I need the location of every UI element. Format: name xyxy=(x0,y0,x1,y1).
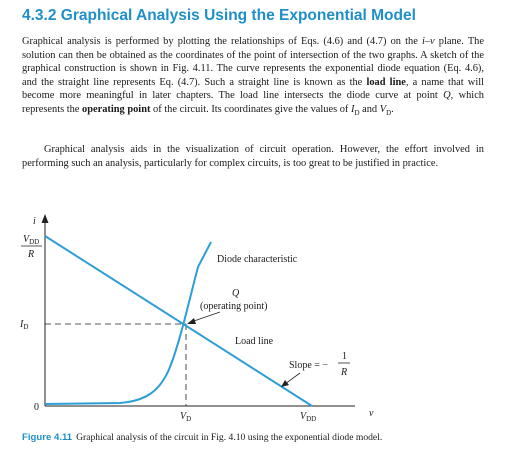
operating-point-arrow xyxy=(191,312,220,322)
id-label: $I_D$ xyxy=(20,319,29,331)
vdd-over-r-numerator: $V_{DD}$ xyxy=(23,234,40,246)
vd-label: $V_D$ xyxy=(180,411,192,423)
origin-label: 0 xyxy=(34,402,39,413)
slope-denominator: R xyxy=(341,367,348,378)
term-operating-point: operating point xyxy=(82,103,151,115)
load-line-label: Load line xyxy=(235,336,274,347)
x-axis-label: v xyxy=(369,408,374,419)
q-label: Q xyxy=(232,288,240,299)
slope-label: Slope = − xyxy=(289,360,329,371)
paragraph-graphical-analysis: Graphical analysis is performed by plotting the relationships of Eqs. (4.6) and (4.7) on the i–v plane. The solution can then be obtained as the coordinates of the point of intersection of the two graphs. A sketch of the graphical construction is shown in Fig. 4.11. The curve represents the exponential diode equation (Eq. 4.6), and the straight line represents Eq. (4.7). Such a straight line is known as the load line, a name that will become more meaningful in later chapters. The load line intersects the diode curve at point Q, which represents the operating point of the circuit. Its coordinates give the values of $I_D$ and $V_D$. xyxy=(22,36,484,118)
figure-caption-text: Graphical analysis of the circuit in Fig. 4.10 using the exponential diode model. xyxy=(76,432,383,443)
diode-characteristic-label: Diode characteristic xyxy=(217,254,298,265)
slope-arrow xyxy=(285,373,300,384)
vdd-label: $V_{DD}$ xyxy=(300,411,317,423)
y-axis-label: i xyxy=(33,216,36,227)
section-heading: 4.3.2 Graphical Analysis Using the Exponential Model xyxy=(22,7,416,24)
slope-numerator: 1 xyxy=(342,351,347,362)
y-axis-arrow-icon xyxy=(42,214,49,223)
paragraph-visualization: Graphical analysis aids in the visualization of circuit operation. However, the effort involved in performing such an analysis, particularly for complex circuits, is too great to be justified in practice. xyxy=(22,144,484,169)
term-load-line: load line xyxy=(366,76,406,88)
figure-caption-label: Figure 4.11 xyxy=(22,432,73,443)
vdd-over-r-denominator: R xyxy=(28,249,35,260)
figure-caption xyxy=(22,432,382,443)
figure-graphical-analysis xyxy=(0,212,513,430)
operating-point-arrow-head-icon xyxy=(187,318,196,324)
operating-point-label: (operating point) xyxy=(200,301,268,312)
slope-arrow-head-icon xyxy=(281,380,289,387)
